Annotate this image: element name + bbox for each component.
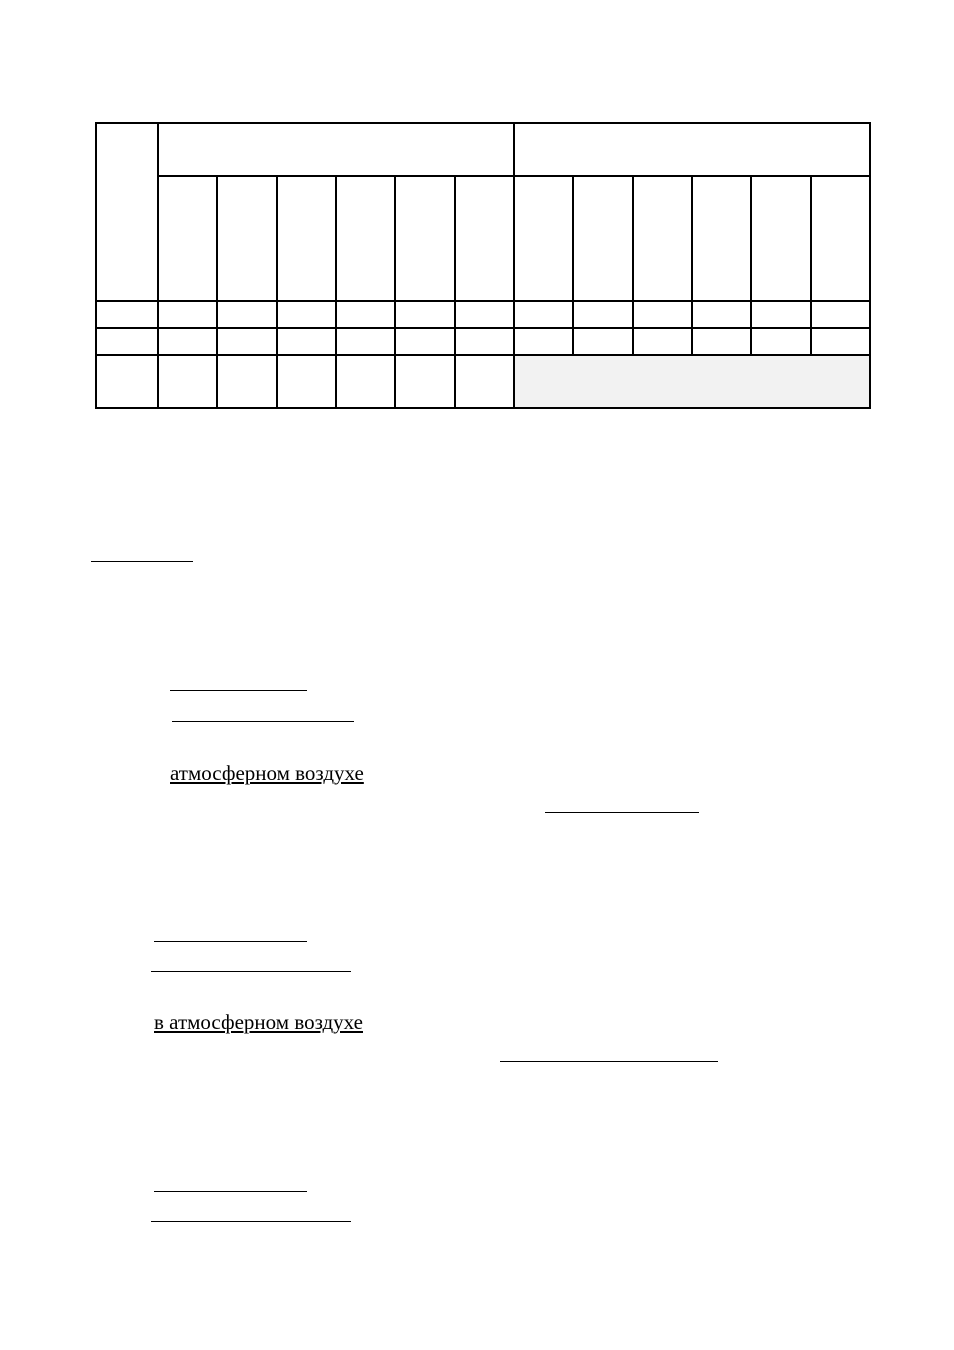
table-cell	[811, 301, 870, 328]
subheader-cell	[751, 176, 810, 301]
blank-field-line	[151, 1221, 351, 1222]
section-divider-line	[91, 561, 193, 562]
table-cell	[573, 328, 632, 355]
table-row	[96, 301, 870, 328]
table-cell	[633, 328, 692, 355]
table-cell	[514, 301, 573, 328]
table-cell	[811, 328, 870, 355]
table-cell	[277, 328, 336, 355]
table-cell	[395, 328, 454, 355]
table-cell	[395, 301, 454, 328]
row-label-header-cell	[96, 123, 158, 301]
table-cell	[217, 328, 276, 355]
subheader-cell	[514, 176, 573, 301]
subheader-cell	[455, 176, 514, 301]
table-cell	[455, 301, 514, 328]
blank-field-line	[545, 812, 699, 813]
blank-field-line	[172, 721, 354, 722]
table-cell	[692, 301, 751, 328]
table-subheader-row	[96, 176, 870, 301]
subheader-cell	[811, 176, 870, 301]
group-header-right-cell	[514, 123, 870, 176]
table-cell	[395, 355, 454, 408]
table-cell	[217, 355, 276, 408]
subheader-cell	[277, 176, 336, 301]
subheader-cell	[633, 176, 692, 301]
subheader-cell	[217, 176, 276, 301]
subheader-cell	[692, 176, 751, 301]
table-cell	[158, 301, 217, 328]
table-cell	[336, 328, 395, 355]
blank-field-line	[154, 941, 307, 942]
table-cell	[277, 301, 336, 328]
table-cell	[217, 301, 276, 328]
table-cell	[455, 355, 514, 408]
table-cell	[336, 301, 395, 328]
table-cell	[96, 301, 158, 328]
table-cell	[158, 355, 217, 408]
medium-label: атмосферном воздухе	[170, 761, 364, 785]
table-cell	[277, 355, 336, 408]
table-cell	[96, 355, 158, 408]
blank-field-line	[170, 690, 307, 691]
table-header-row	[96, 123, 870, 176]
table-row	[96, 328, 870, 355]
subheader-cell	[158, 176, 217, 301]
table-cell	[692, 328, 751, 355]
table-cell	[751, 301, 810, 328]
blank-field-line	[500, 1061, 718, 1062]
subheader-cell	[573, 176, 632, 301]
table-cell	[514, 328, 573, 355]
table-cell	[158, 328, 217, 355]
group-header-left-cell	[158, 123, 514, 176]
table-cell	[573, 301, 632, 328]
shaded-merged-cell	[514, 355, 870, 408]
subheader-cell	[395, 176, 454, 301]
medium-label: в атмосферном воздухе	[154, 1010, 363, 1034]
measurement-table	[95, 122, 871, 409]
blank-field-line	[154, 1191, 307, 1192]
table-cell	[751, 328, 810, 355]
subheader-cell	[336, 176, 395, 301]
table-cell	[96, 328, 158, 355]
table-cell	[633, 301, 692, 328]
table-row	[96, 355, 870, 408]
blank-field-line	[151, 971, 351, 972]
table-cell	[336, 355, 395, 408]
table-cell	[455, 328, 514, 355]
